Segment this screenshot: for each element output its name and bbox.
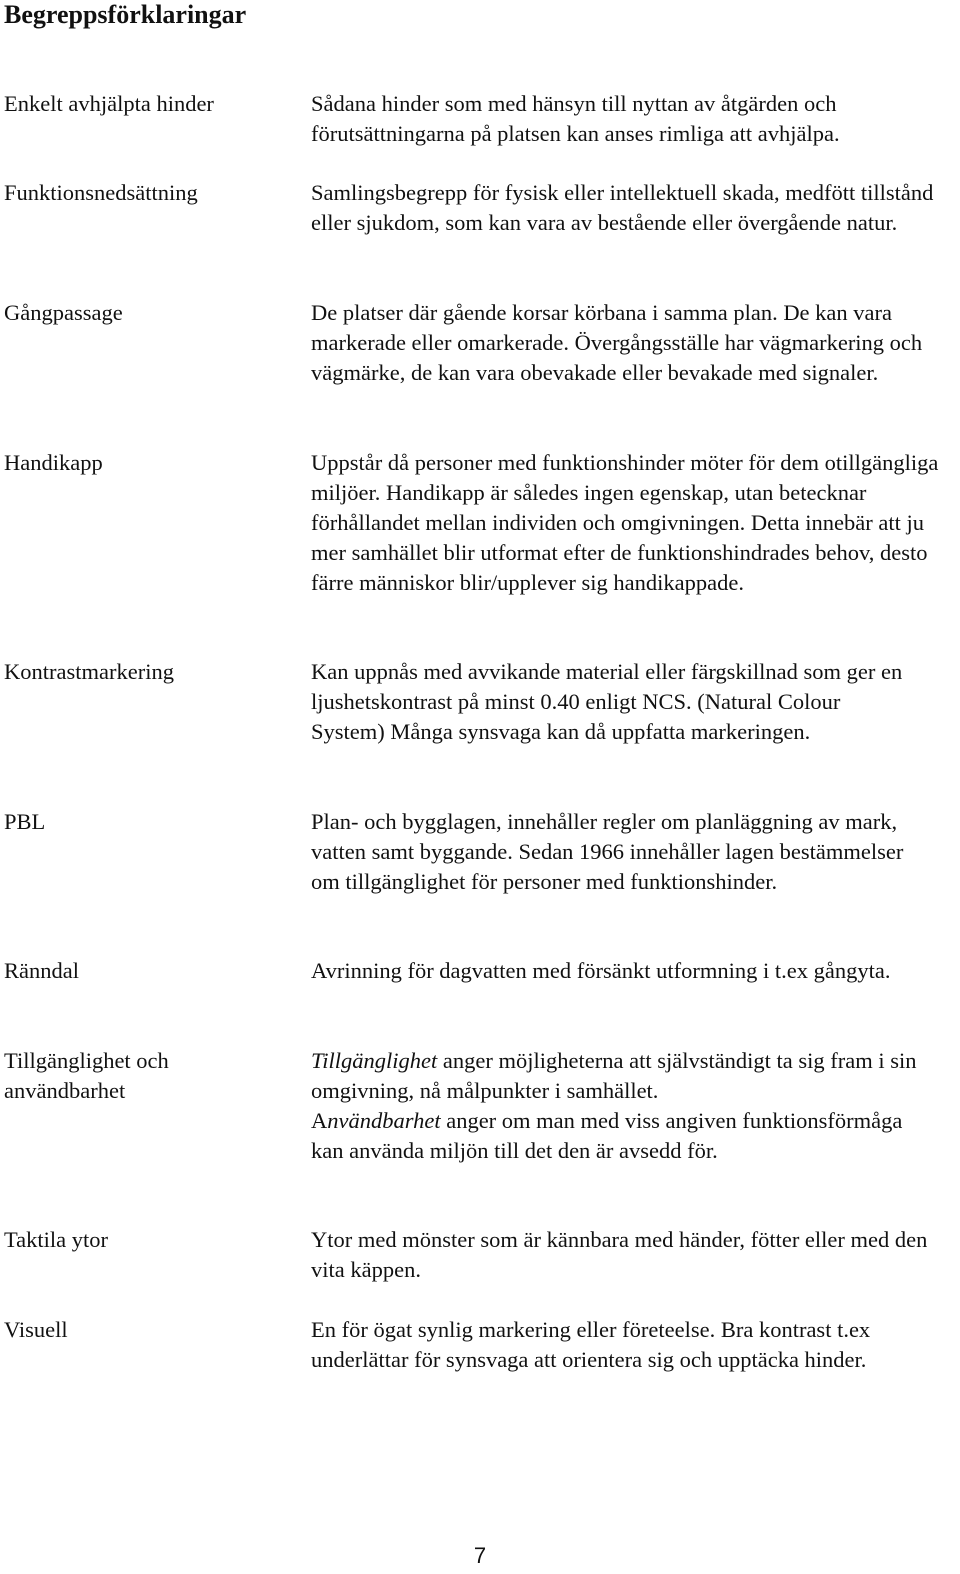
term-pbl: PBL [4,809,46,834]
definition-funktionsnedsattning: Samlingsbegrepp för fysisk eller intellektuell skada, medfött tillstånd eller sjukdom, som kan vara av bestående eller övergående natur. [311,180,934,235]
term-funktionsnedsattning: Funktionsnedsättning [4,180,198,205]
term-gangpassage: Gångpassage [4,300,123,325]
definition-kontrastmarkering: Kan uppnås med avvikande material eller färgskillnad som ger en ljushetskontrast på minst 0.40 enligt NCS. (Natural Colour System) Många synsvaga kan då uppfatta markeringen. [311,659,903,744]
definition-enkelt-avhjalpta-hinder: Sådana hinder som med hänsyn till nyttan av åtgärden och förutsättningarna på platsen kan anses rimliga att avhjälpa. [311,91,840,146]
term-ranndal: Ränndal [4,958,79,983]
term-taktila-ytor: Taktila ytor [4,1227,109,1252]
definition-text-tillganglighet: anger möjligheterna att självständigt ta sig fram i sin omgivning, nå målpunkter i samhället. [311,1048,917,1103]
page-number: 7 [473,1543,487,1568]
definition-gangpassage: De platser där gående korsar körbana i samma plan. De kan vara markerade eller omarkerade. Övergångsställe har vägmarkering och vägmärke, de kan vara obevakade eller bevakade med signaler. [311,300,923,385]
page-title: Begreppsförklaringar [4,0,247,29]
definition-tillganglighet-och-anvandbarhet [311,1046,936,1166]
definition-lead-letter: A [311,1108,328,1133]
definition-text-anvandbarhet: anger om man med viss angiven funktionsförmåga kan använda miljön till det den är avsedd för. [311,1108,903,1163]
italic-term-tillganglighet: Tillgänglighet [311,1048,438,1073]
definition-ranndal: Avrinning för dagvatten med försänkt utformning i t.ex gångyta. [311,958,891,983]
term-tillganglighet-och-anvandbarhet: Tillgänglighet och användbarhet [4,1048,169,1103]
definition-taktila-ytor: Ytor med mönster som är kännbara med händer, fötter eller med den vita käppen. [311,1227,928,1282]
definition-pbl: Plan- och bygglagen, innehåller regler om planläggning av mark, vatten samt byggande. Sedan 1966 innehåller lagen bestämmelser om tillgänglighet för personer med funktionshinder. [311,809,904,894]
italic-term-anvandbarhet: nvändbarhet [327,1108,441,1133]
term-enkelt-avhjalpta-hinder: Enkelt avhjälpta hinder [4,91,214,116]
term-kontrastmarkering: Kontrastmarkering [4,659,174,684]
definition-handikapp: Uppstår då personer med funktionshinder möter för dem otillgängliga miljöer. Handikapp är således ingen egenskap, utan betecknar förhållandet mellan individen och omgivningen. Detta innebär att ju mer samhället blir utformat efter de funktionshindrades behov, desto färre människor blir/upplever sig handikappade. [311,450,939,595]
term-handikapp: Handikapp [4,450,103,475]
term-visuell: Visuell [4,1317,68,1342]
definition-visuell: En för ögat synlig markering eller företeelse. Bra kontrast t.ex underlättar för synsvaga att orientera sig och upptäcka hinder. [311,1317,871,1372]
